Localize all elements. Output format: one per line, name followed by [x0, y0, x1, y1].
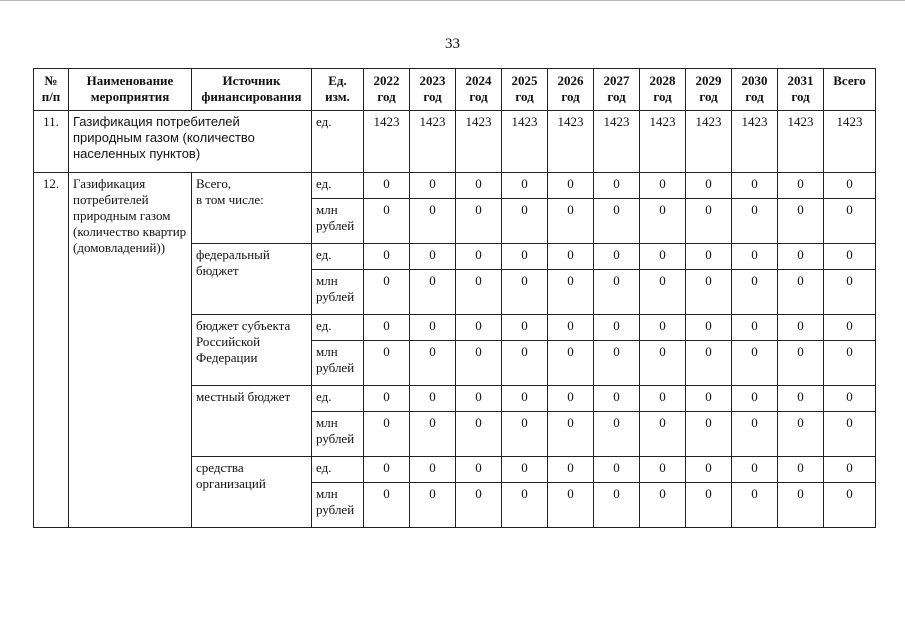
value-cell: 0 — [732, 244, 778, 270]
value-cell: 0 — [502, 341, 548, 386]
value-cell: 1423 — [548, 111, 594, 173]
value-cell: 0 — [778, 173, 824, 199]
value-cell: 0 — [456, 386, 502, 412]
funding-source: Всего, в том числе: — [192, 173, 312, 244]
unit-cell: млн рублей — [312, 270, 364, 315]
header-total: Всего — [824, 69, 876, 111]
value-cell: 0 — [686, 244, 732, 270]
header-year: 2026 год — [548, 69, 594, 111]
value-cell: 0 — [364, 270, 410, 315]
table-row-11 — [34, 111, 876, 173]
value-cell: 0 — [548, 341, 594, 386]
value-cell: 0 — [824, 483, 876, 528]
value-cell: 0 — [502, 457, 548, 483]
value-cell: 0 — [778, 244, 824, 270]
value-cell: 0 — [778, 457, 824, 483]
value-cell: 0 — [594, 270, 640, 315]
header-unit: Ед. изм. — [312, 69, 364, 111]
value-cell: 0 — [548, 315, 594, 341]
value-cell: 0 — [732, 315, 778, 341]
row-name: Газификация потребителей природным газом (количество квартир (домовладений)) — [69, 173, 192, 528]
value-cell: 0 — [732, 457, 778, 483]
unit-cell: ед. — [312, 457, 364, 483]
header-year: 2028 год — [640, 69, 686, 111]
value-cell: 0 — [594, 199, 640, 244]
value-cell: 0 — [824, 412, 876, 457]
value-cell: 0 — [732, 199, 778, 244]
header-year: 2031 год — [778, 69, 824, 111]
value-cell: 0 — [456, 173, 502, 199]
value-cell: 0 — [732, 173, 778, 199]
value-cell: 0 — [686, 173, 732, 199]
value-cell: 0 — [778, 386, 824, 412]
row-number: 11. — [34, 111, 69, 173]
scan-edge-top — [0, 0, 905, 1]
value-cell: 0 — [594, 483, 640, 528]
header-year: 2025 год — [502, 69, 548, 111]
value-cell: 0 — [548, 412, 594, 457]
value-cell: 0 — [640, 341, 686, 386]
value-cell: 0 — [824, 386, 876, 412]
value-cell: 0 — [824, 457, 876, 483]
value-cell: 0 — [594, 457, 640, 483]
value-cell: 0 — [548, 457, 594, 483]
value-cell: 0 — [410, 483, 456, 528]
value-cell: 0 — [778, 315, 824, 341]
value-cell: 0 — [732, 341, 778, 386]
value-cell: 1423 — [732, 111, 778, 173]
header-year: 2023 год — [410, 69, 456, 111]
value-cell: 0 — [778, 412, 824, 457]
value-cell: 0 — [364, 244, 410, 270]
value-cell: 0 — [502, 483, 548, 528]
value-cell: 0 — [502, 244, 548, 270]
header-year: 2022 год — [364, 69, 410, 111]
unit-cell: ед. — [312, 386, 364, 412]
value-cell: 0 — [364, 173, 410, 199]
value-cell: 0 — [686, 199, 732, 244]
value-cell: 0 — [686, 386, 732, 412]
value-cell: 0 — [410, 199, 456, 244]
funding-source: средства организаций — [192, 457, 312, 528]
value-cell: 0 — [364, 386, 410, 412]
value-cell: 0 — [824, 173, 876, 199]
unit-cell: млн рублей — [312, 412, 364, 457]
value-cell: 0 — [732, 483, 778, 528]
value-cell: 0 — [778, 483, 824, 528]
value-cell: 0 — [686, 412, 732, 457]
value-cell: 0 — [640, 199, 686, 244]
value-cell: 1423 — [778, 111, 824, 173]
value-cell: 0 — [640, 315, 686, 341]
value-cell: 0 — [548, 270, 594, 315]
value-cell: 1423 — [686, 111, 732, 173]
value-cell: 0 — [364, 315, 410, 341]
header-year: 2027 год — [594, 69, 640, 111]
value-cell: 0 — [502, 270, 548, 315]
value-cell: 0 — [594, 386, 640, 412]
value-cell: 0 — [732, 386, 778, 412]
funding-source: бюджет субъекта Российской Федерации — [192, 315, 312, 386]
header-year: 2030 год — [732, 69, 778, 111]
unit-cell: млн рублей — [312, 199, 364, 244]
data-table — [33, 68, 876, 528]
value-cell: 0 — [410, 386, 456, 412]
value-cell: 0 — [456, 244, 502, 270]
value-cell: 0 — [548, 173, 594, 199]
value-cell: 0 — [640, 457, 686, 483]
value-cell: 0 — [594, 341, 640, 386]
row-number: 12. — [34, 173, 69, 528]
row-name: Газификация потребителей природным газом (количество населенных пунктов) — [69, 111, 312, 173]
value-cell: 0 — [410, 270, 456, 315]
value-cell: 0 — [640, 412, 686, 457]
table-row-12 — [34, 173, 876, 199]
unit-cell: ед. — [312, 244, 364, 270]
value-cell: 0 — [456, 412, 502, 457]
value-cell: 1423 — [364, 111, 410, 173]
value-cell: 0 — [364, 412, 410, 457]
value-cell: 0 — [686, 457, 732, 483]
unit-cell: млн рублей — [312, 341, 364, 386]
value-cell: 0 — [640, 270, 686, 315]
value-cell: 0 — [456, 457, 502, 483]
funding-source: федеральный бюджет — [192, 244, 312, 315]
value-cell: 0 — [640, 173, 686, 199]
value-cell: 0 — [502, 199, 548, 244]
value-cell: 0 — [548, 386, 594, 412]
value-cell: 0 — [456, 341, 502, 386]
value-cell: 0 — [640, 386, 686, 412]
value-cell: 0 — [410, 173, 456, 199]
value-cell: 0 — [824, 199, 876, 244]
value-cell: 0 — [548, 244, 594, 270]
value-cell: 0 — [686, 483, 732, 528]
value-cell: 0 — [594, 244, 640, 270]
value-cell: 1423 — [640, 111, 686, 173]
header-num: № п/п — [34, 69, 69, 111]
header-name: Наименование мероприятия — [69, 69, 192, 111]
value-cell: 0 — [502, 173, 548, 199]
value-cell: 0 — [732, 270, 778, 315]
value-cell: 0 — [640, 244, 686, 270]
value-cell: 0 — [686, 270, 732, 315]
value-cell: 0 — [502, 315, 548, 341]
value-cell: 0 — [456, 315, 502, 341]
unit-cell: млн рублей — [312, 483, 364, 528]
value-cell: 0 — [410, 412, 456, 457]
header-year: 2029 год — [686, 69, 732, 111]
value-cell: 0 — [778, 199, 824, 244]
header-year: 2024 год — [456, 69, 502, 111]
value-cell: 0 — [456, 483, 502, 528]
value-cell: 1423 — [824, 111, 876, 173]
funding-source: местный бюджет — [192, 386, 312, 457]
value-cell: 0 — [502, 386, 548, 412]
value-cell: 0 — [640, 483, 686, 528]
value-cell: 0 — [410, 315, 456, 341]
value-cell: 0 — [410, 457, 456, 483]
page-number: 33 — [445, 36, 460, 52]
value-cell: 0 — [686, 341, 732, 386]
value-cell: 1423 — [456, 111, 502, 173]
value-cell: 1423 — [502, 111, 548, 173]
value-cell: 0 — [548, 483, 594, 528]
value-cell: 0 — [594, 412, 640, 457]
value-cell: 0 — [778, 341, 824, 386]
value-cell: 0 — [824, 244, 876, 270]
value-cell: 0 — [364, 457, 410, 483]
value-cell: 0 — [824, 315, 876, 341]
value-cell: 0 — [594, 173, 640, 199]
value-cell: 0 — [824, 341, 876, 386]
header-source: Источник финансирования — [192, 69, 312, 111]
value-cell: 0 — [410, 244, 456, 270]
value-cell: 0 — [732, 412, 778, 457]
unit-cell: ед. — [312, 111, 364, 173]
value-cell: 1423 — [594, 111, 640, 173]
value-cell: 0 — [364, 483, 410, 528]
value-cell: 0 — [778, 270, 824, 315]
value-cell: 1423 — [410, 111, 456, 173]
value-cell: 0 — [364, 199, 410, 244]
value-cell: 0 — [548, 199, 594, 244]
unit-cell: ед. — [312, 173, 364, 199]
value-cell: 0 — [502, 412, 548, 457]
value-cell: 0 — [824, 270, 876, 315]
header-row — [34, 69, 876, 111]
value-cell: 0 — [456, 199, 502, 244]
value-cell: 0 — [686, 315, 732, 341]
value-cell: 0 — [594, 315, 640, 341]
value-cell: 0 — [364, 341, 410, 386]
value-cell: 0 — [410, 341, 456, 386]
unit-cell: ед. — [312, 315, 364, 341]
value-cell: 0 — [456, 270, 502, 315]
